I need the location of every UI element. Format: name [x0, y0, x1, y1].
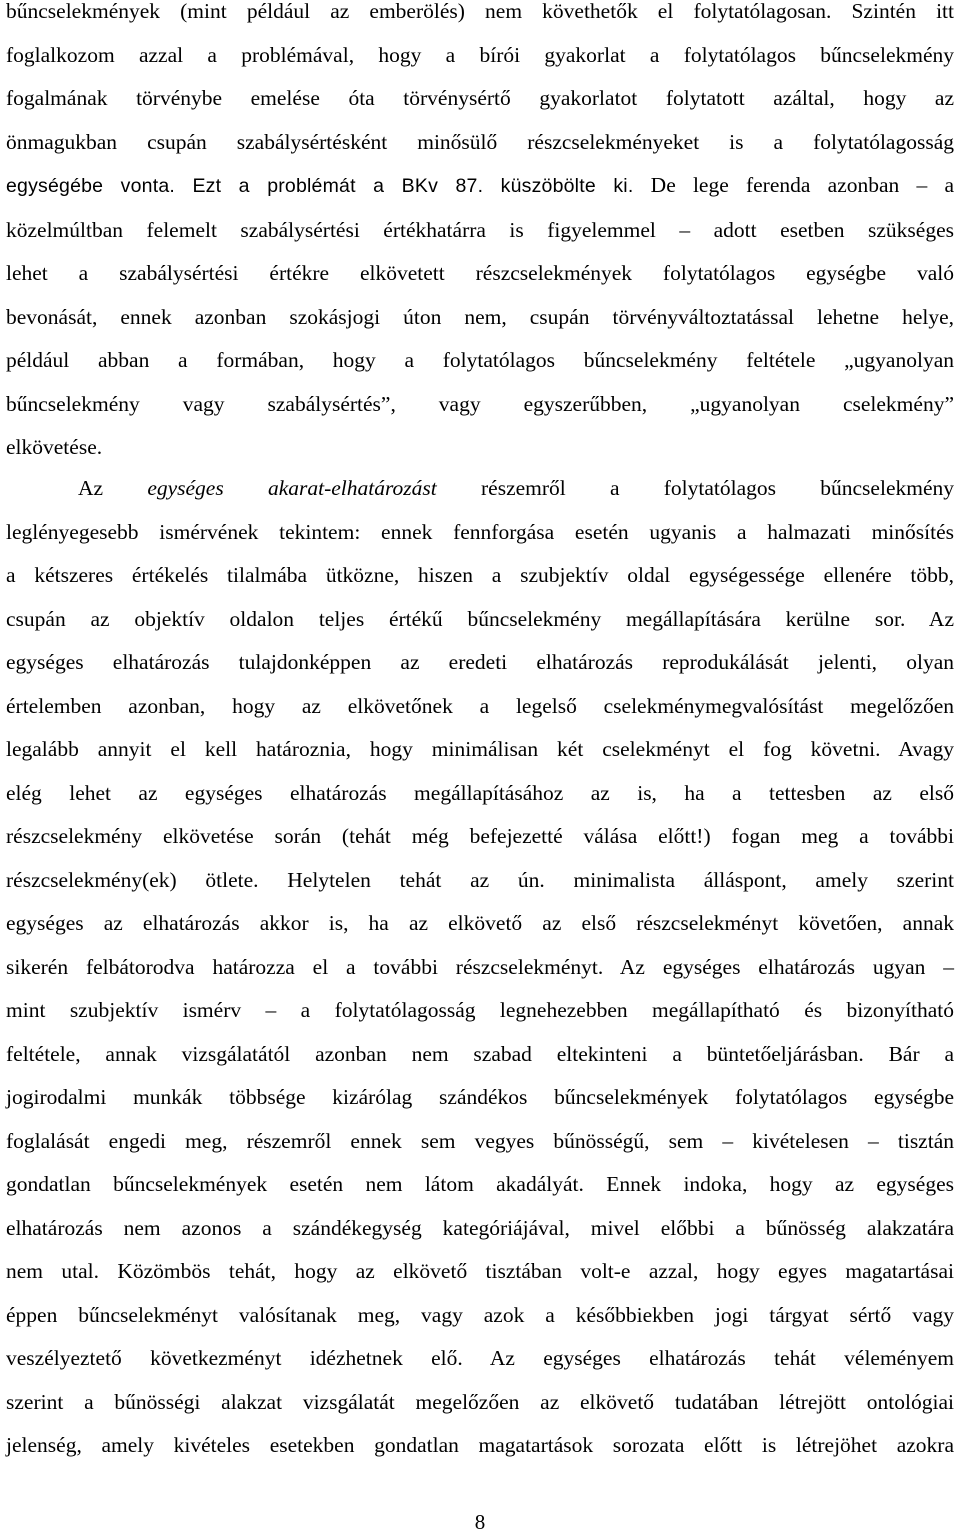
text-line: jelenség, amely kivételes esetekben gondatlan magatartások sorozata előtt is létrejöhet azokra [6, 1433, 954, 1457]
text-line: csupán az objektív oldalon teljes értékű bűncselekmény megállapítására kerülne sor. Az [6, 606, 954, 631]
paragraph-continuation [6, 0, 954, 470]
page-number: 8 [474, 1510, 486, 1534]
text-line: mint szubjektív ismérv – a folytatólagosság legnehezebben megállapítható és bizonyítható [6, 998, 954, 1022]
text-line: egységes az elhatározás akkor is, ha az elkövető az első részcselekményt követően, annak [6, 911, 954, 935]
text-line: legalább annyit el kell határoznia, hogy minimálisan két cselekményt el fog követni. Avagy [6, 737, 954, 761]
text-line: közelmúltban felemelt szabálysértési értékhatárra is figyelemmel – adott esetben szükséges [6, 217, 954, 242]
text-line: éppen bűncselekményt valósítanak meg, vagy azok a későbbiekben jogi tárgyat sértő vagy [6, 1302, 954, 1327]
text-line: önmagukban csupán szabálysértésként minősülő részcselekményeket is a folytatólagosság [6, 129, 954, 154]
text-line: gondatlan bűncselekmények esetén nem látom akadályát. Ennek indoka, hogy az egységes [6, 1172, 954, 1196]
text-line: fogalmának törvénybe emelése óta törvénysértő gyakorlatot folytatott azáltal, hogy az [6, 86, 954, 110]
text-line: szerint a bűnösségi alakzat vizsgálatát megelőzően az elkövető tudatában létrejött ontológiai [6, 1389, 954, 1414]
text-line-segment: egységébe vonta. Ezt a problémát a BKv 87. küszöbölte ki. [6, 175, 634, 197]
text-line: bűncselekmény vagy szabálysértés”, vagy egyszerűbben, „ugyanolyan cselekmény” [6, 391, 954, 416]
text-line: sikerén felbátorodva határozza el a további részcselekményt. Az egységes elhatározás ugyan – [6, 954, 954, 979]
text-line: feltétele, annak vizsgálatától azonban nem szabad eltekinteni a büntetőeljárásban. Bár a [6, 1041, 954, 1066]
text-line: bevonását, ennek azonban szokásjogi úton nem, csupán törvényváltoztatással lehetne helye, [6, 304, 954, 329]
text-line-segment: Az [78, 476, 148, 500]
emphasized-term: egységes akarat-elhatározást [147, 476, 437, 500]
text-line: például abban a formában, hogy a folytatólagos bűncselekmény feltétele „ugyanolyan [6, 348, 954, 372]
text-line-segment: De lege ferenda azonban – a [633, 173, 954, 197]
text-line: leglényegesebb ismérvének tekintem: ennek fennforgása esetén ugyanis a halmazati minősítés [6, 519, 954, 544]
text-line: bűncselekmények (mint például az emberölés) nem követhetők el folytatólagosan. Szintén itt [6, 0, 954, 23]
text-line: egységes elhatározás tulajdonképpen az eredeti elhatározás reprodukálását jelenti, olyan [6, 650, 954, 674]
text-line: lehet a szabálysértési értékre elkövetett részcselekmények folytatólagos egységbe való [6, 261, 954, 285]
text-line-segment: részemről a folytatólagos bűncselekmény [436, 476, 954, 500]
text-line: nem utal. Közömbös tehát, hogy az elkövető tisztában volt-e azzal, hogy egyes magatartásai [6, 1259, 954, 1283]
text-line [6, 164, 954, 209]
text-line: elhatározás nem azonos a szándékegység kategóriájával, mivel előbbi a bűnösség alakzatára [6, 1215, 954, 1240]
text-line: elég lehet az egységes elhatározás megállapításához az is, ha a tettesben az első [6, 780, 954, 805]
text-line: foglalását engedi meg, részemről ennek sem vegyes bűnösségű, sem – kivételesen – tisztán [6, 1128, 954, 1153]
text-line: veszélyeztető következményt idézhetnek elő. Az egységes elhatározás tehát véleményem [6, 1346, 954, 1370]
paragraph-unified-intent [6, 467, 954, 1468]
text-line: részcselekmény elkövetése során (tehát még befejezetté válása előtt!) fogan meg a további [6, 824, 954, 848]
text-line [6, 467, 954, 511]
text-line: részcselekmény(ek) ötlete. Helytelen tehát az ún. minimalista álláspont, amely szerint [6, 867, 954, 892]
text-line: foglalkozom azzal a problémával, hogy a bírói gyakorlat a folytatólagos bűncselekmény [6, 42, 954, 67]
text-line: értelemben azonban, hogy az elkövetőnek a legelső cselekménymegvalósítást megelőzően [6, 693, 954, 718]
text-line: jogirodalmi munkák többsége kizárólag szándékos bűncselekmények folytatólagos egységbe [6, 1085, 954, 1109]
text-line: a kétszeres értékelés tilalmába ütközne, hiszen a szubjektív oldal egységessége ellenére több, [6, 563, 954, 587]
text-line: elkövetése. [6, 435, 103, 459]
